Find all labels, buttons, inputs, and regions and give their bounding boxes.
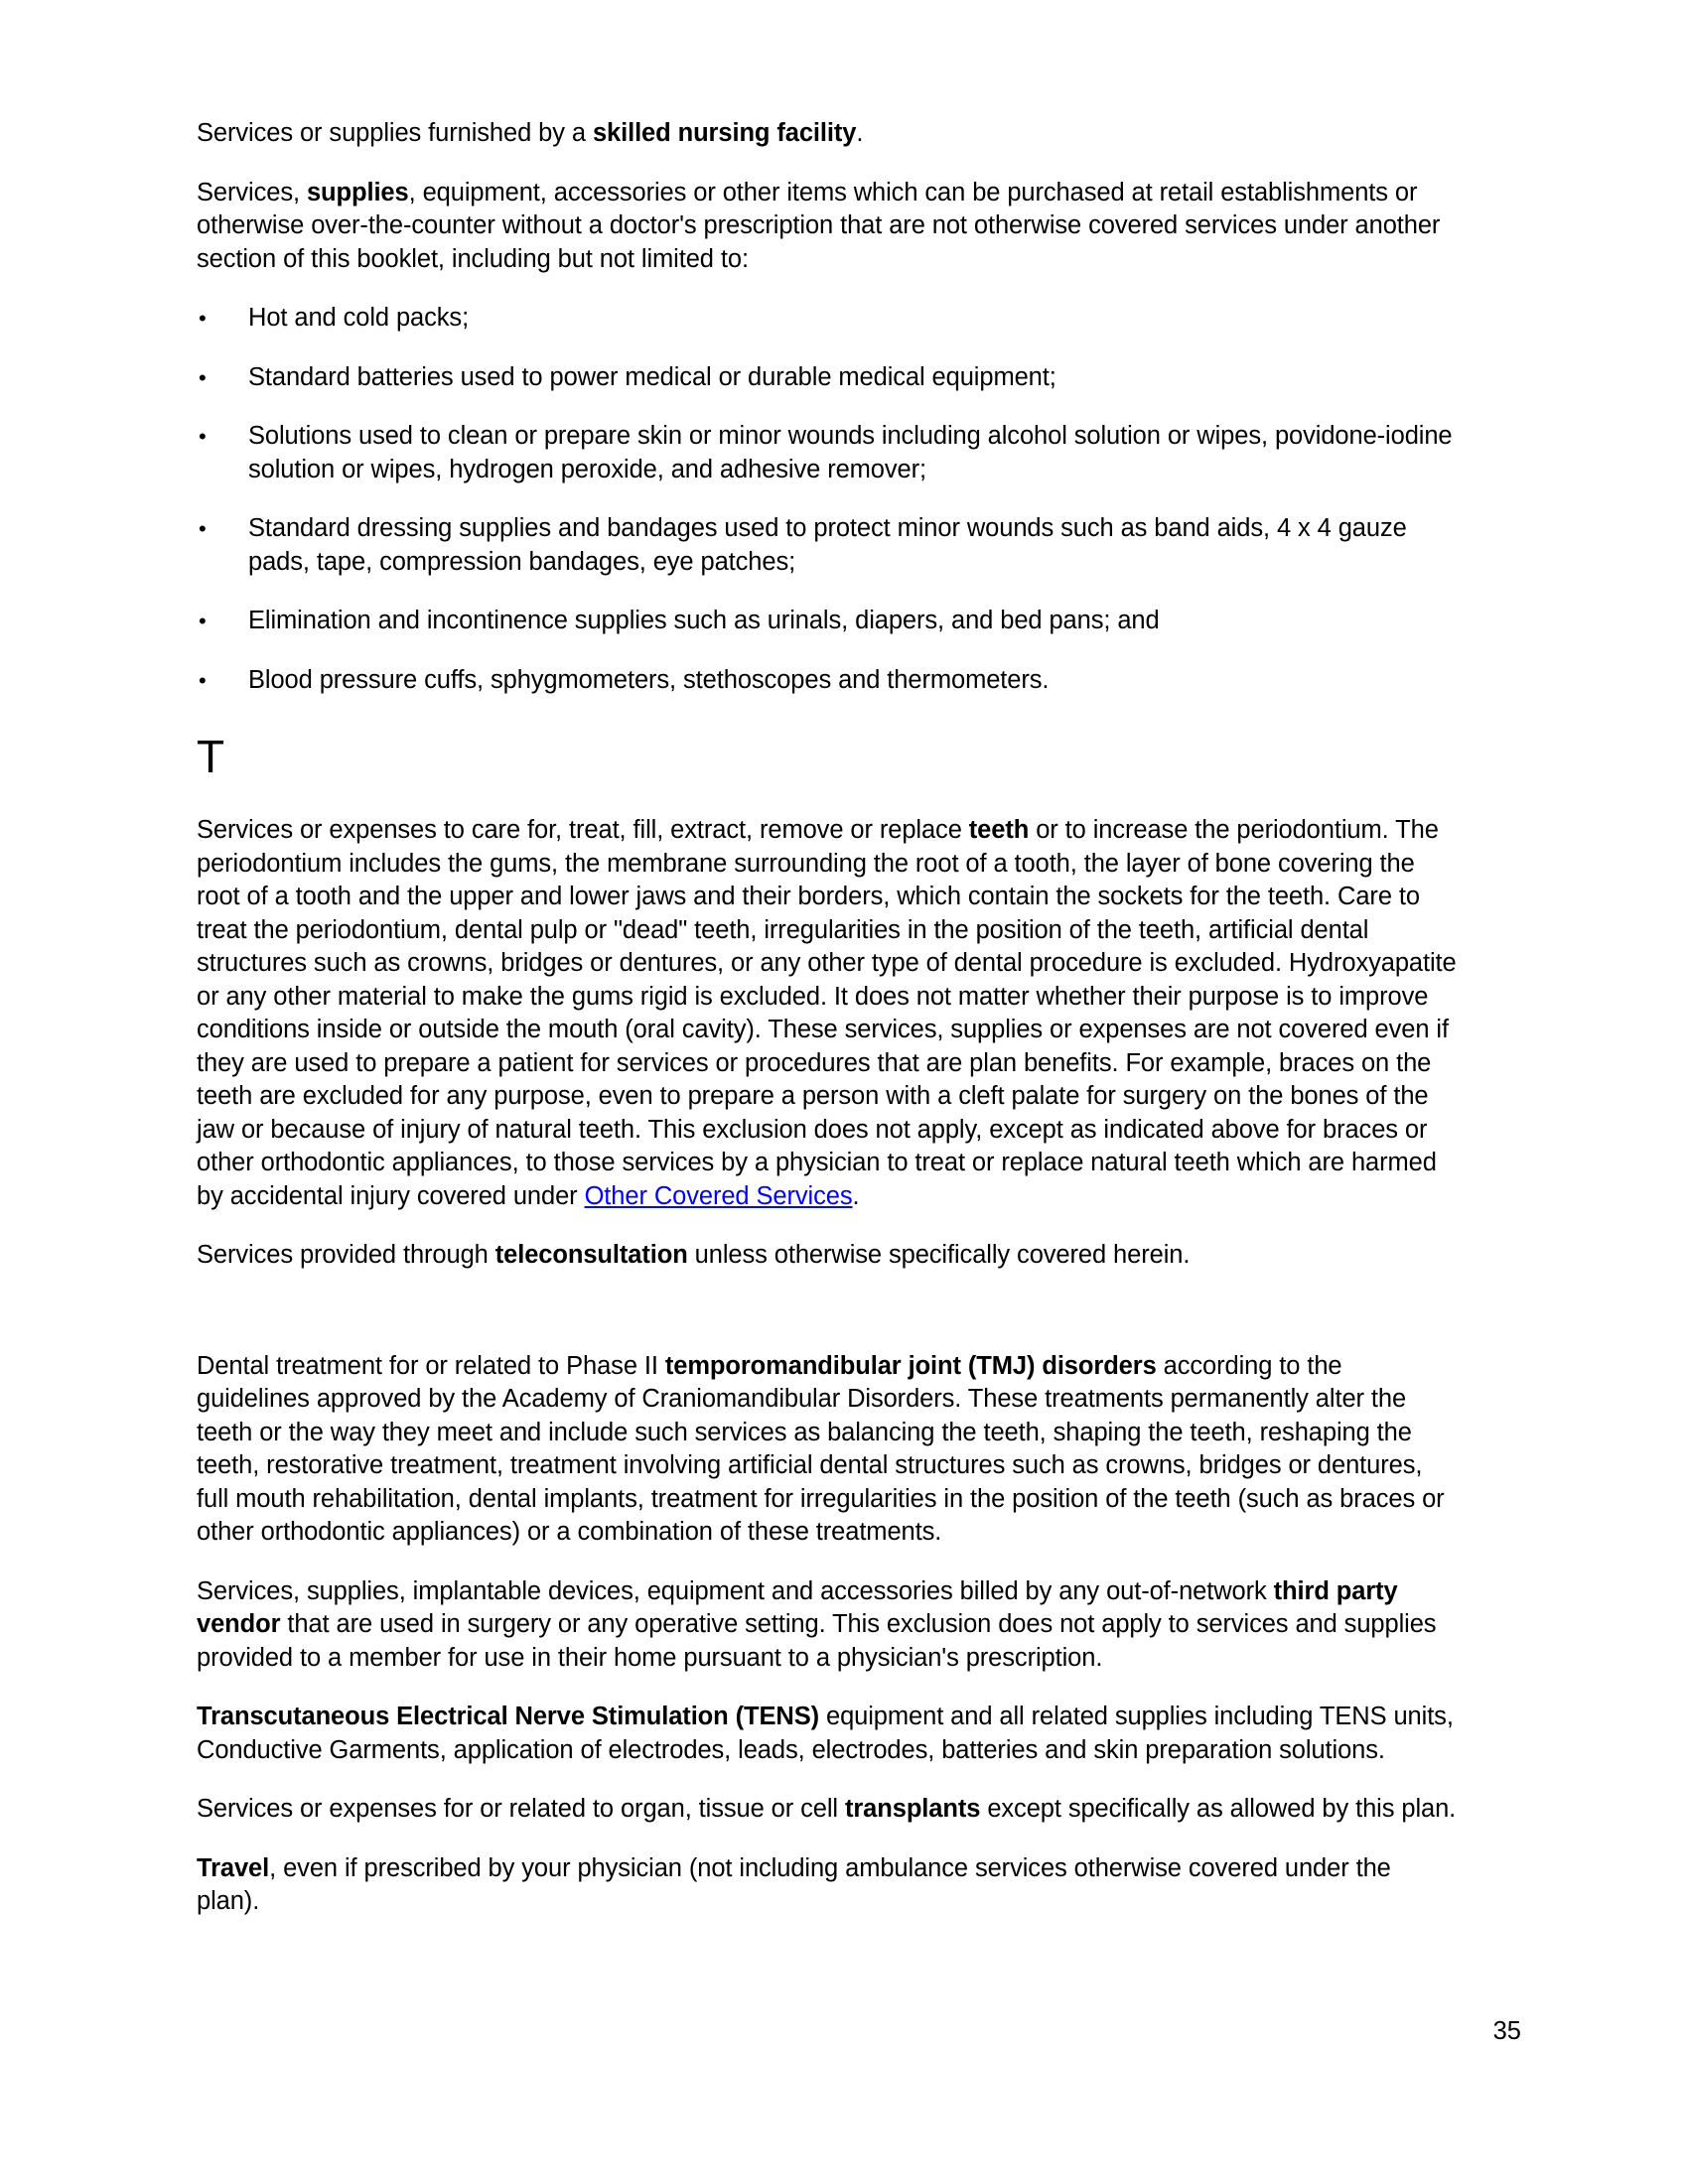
link-other-covered-services[interactable]: Other Covered Services xyxy=(584,1181,853,1210)
page-number: 35 xyxy=(1492,2017,1521,2045)
paragraph-tmj-disorders xyxy=(197,1350,1458,1550)
paragraph-spacer xyxy=(197,1298,1458,1350)
bold-term-teeth: teeth xyxy=(968,816,1030,844)
list-item xyxy=(197,512,1458,579)
list-item xyxy=(197,302,1458,336)
bullet-icon: • xyxy=(199,667,207,693)
list-item-text: Solutions used to clean or prepare skin or minor wounds including alcohol solution or wipes, povidone-iodine solution or wipes, hydrogen peroxide, and adhesive remover; xyxy=(248,422,1453,483)
text-run: or to increase the periodontium. The periodontium includes the gums, the membrane surrounding the root of a tooth, the layer of bone covering the root of a tooth and the upper and lower jaws and their borders, which contain the sockets for the teeth. Care to treat the periodontium, dental pulp or "dead" teeth, irregularities in the position of the teeth, artificial dental structures such as crowns, bridges or dentures, or any other type of dental procedure is excluded. Hydroxyapatite or any other material to make the gums rigid is excluded. It does not matter whether their purpose is to improve conditions inside or outside the mouth (oral cavity). These services, supplies or expenses are not covered even if they are used to prepare a patient for services or procedures that are plan benefits. For example, braces on the teeth are excluded for any purpose, even to prepare a person with a cleft palate for surgery on the bones of the jaw or because of injury of natural teeth. This exclusion does not apply, except as indicated above for braces or other orthodontic appliances, to those services by a physician to treat or replace natural teeth which are harmed by accidental injury covered under xyxy=(197,816,1457,1210)
list-item xyxy=(197,664,1458,698)
bullet-icon: • xyxy=(199,516,207,541)
paragraph-tens xyxy=(197,1701,1458,1767)
bold-term-transplants: transplants xyxy=(844,1795,981,1823)
paragraph-skilled-nursing-facility xyxy=(197,117,1458,151)
text-run: Services or supplies furnished by a xyxy=(197,119,593,147)
paragraph-retail-supplies xyxy=(197,177,1458,277)
text-run: Services or expenses to care for, treat, fill, extract, remove or replace xyxy=(197,816,969,844)
excluded-supplies-list xyxy=(197,302,1458,697)
text-run: unless otherwise specifically covered herein. xyxy=(687,1241,1191,1269)
text-run: Services or expenses for or related to organ, tissue or cell xyxy=(197,1795,845,1823)
list-item-text: Blood pressure cuffs, sphygmometers, stethoscopes and thermometers. xyxy=(248,665,1050,694)
bold-term-travel: Travel xyxy=(197,1853,270,1882)
text-run: Services, xyxy=(197,178,307,206)
bold-term-skilled-nursing-facility: skilled nursing facility xyxy=(592,119,857,147)
list-item-text: Elimination and incontinence supplies such as urinals, diapers, and bed pans; and xyxy=(248,607,1160,634)
text-run: . xyxy=(856,119,864,147)
text-run: Services provided through xyxy=(197,1241,495,1269)
text-run: except specifically as allowed by this plan. xyxy=(980,1795,1457,1823)
list-item xyxy=(197,420,1458,486)
bold-term-supplies: supplies xyxy=(306,178,409,206)
list-item-text: Hot and cold packs; xyxy=(248,304,470,332)
section-heading-letter-t: T xyxy=(197,731,225,782)
bullet-icon: • xyxy=(199,424,207,449)
text-run: . xyxy=(852,1181,860,1210)
bold-term-third-party-vendor: third party vendor xyxy=(197,1576,1398,1638)
paragraph-travel xyxy=(197,1852,1458,1919)
page-content xyxy=(197,117,1458,1945)
paragraph-teleconsultation xyxy=(197,1239,1458,1273)
bullet-icon: • xyxy=(199,364,207,390)
list-item-text: Standard batteries used to power medical or durable medical equipment; xyxy=(248,362,1056,391)
list-item-text: Standard dressing supplies and bandages used to protect minor wounds such as band aids, 4 x 4 gauze pads, tape, compression bandages, eye patches; xyxy=(248,514,1407,576)
bold-term-tmj-disorders: temporomandibular joint (TMJ) disorders xyxy=(664,1351,1157,1380)
text-run: Dental treatment for or related to Phase II xyxy=(197,1351,665,1380)
text-run: that are used in surgery or any operative setting. This exclusion does not apply to services and supplies provided to a member for use in their home pursuant to a physician's prescription. xyxy=(197,1610,1437,1672)
bullet-icon: • xyxy=(199,609,207,633)
text-run: , equipment, accessories or other items which can be purchased at retail establishments or otherwise over-the-counter without a doctor's prescription that are not otherwise covered services under another section of this booklet, including but not limited to: xyxy=(197,178,1441,273)
text-run: equipment and all related supplies including TENS units, Conductive Garments, application of electrodes, leads, electrodes, batteries and skin preparation solutions. xyxy=(197,1703,1454,1764)
text-run: according to the guidelines approved by the Academy of Craniomandibular Disorders. These treatments permanently alter the teeth or the way they meet and include such services as balancing the teeth, shaping the teeth, reshaping the teeth, restorative treatment, treatment involving artificial dental structures such as crowns, bridges or dentures, full mouth rehabilitation, dental implants, treatment for irregularities in the position of the teeth (such as braces or other orthodontic appliances) or a combination of these treatments. xyxy=(197,1351,1445,1546)
text-run: Services, supplies, implantable devices, equipment and accessories billed by any out-of-network xyxy=(197,1576,1274,1605)
paragraph-third-party-vendor xyxy=(197,1575,1458,1676)
bold-term-teleconsultation: teleconsultation xyxy=(494,1241,688,1269)
bullet-icon: • xyxy=(199,306,207,331)
paragraph-transplants xyxy=(197,1793,1458,1827)
bold-term-tens: Transcutaneous Electrical Nerve Stimulation (TENS) xyxy=(197,1703,820,1730)
list-item xyxy=(197,361,1458,395)
paragraph-teeth-exclusion xyxy=(197,814,1458,1213)
list-item xyxy=(197,605,1458,638)
text-run: , even if prescribed by your physician (not including ambulance services otherwise covered under the plan). xyxy=(197,1853,1391,1915)
